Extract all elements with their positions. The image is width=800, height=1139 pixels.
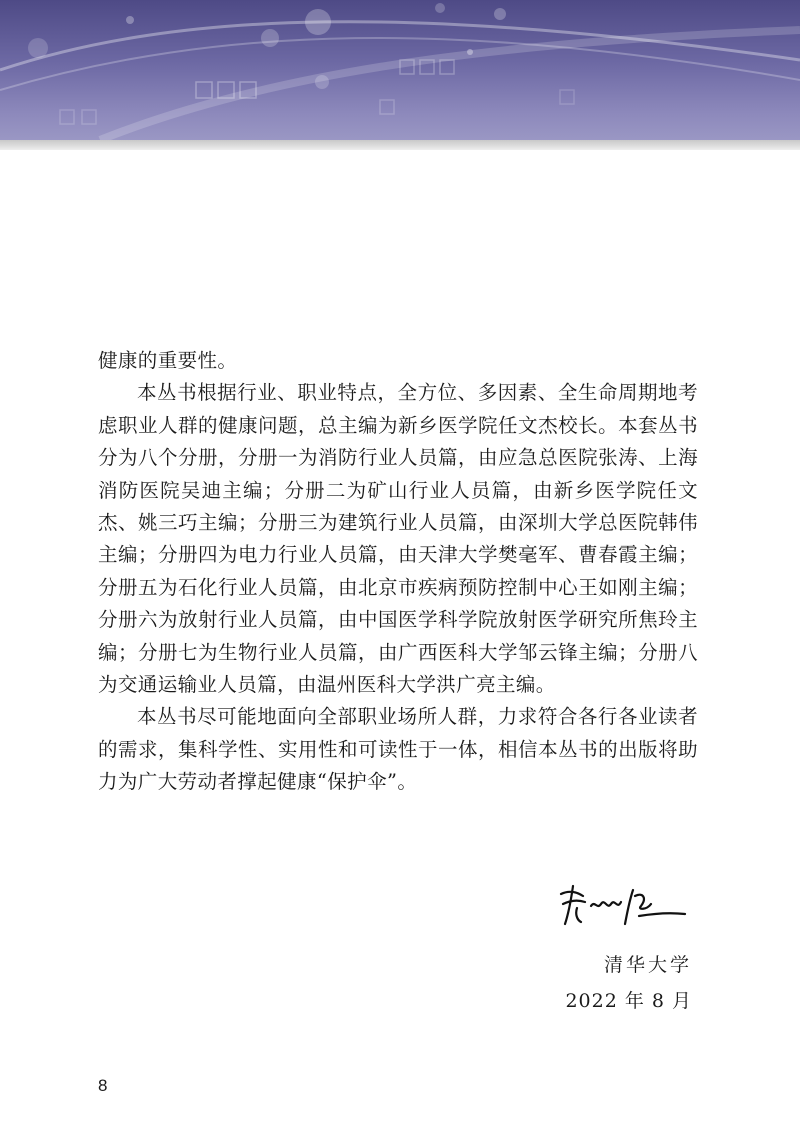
header-divider <box>0 140 800 150</box>
paragraph-3: 本丛书尽可能地面向全部职业场所人群，力求符合各行各业读者的需求，集科学性、实用性和可读性于一体，相信本丛书的出版将助力为广大劳动者撑起健康“保护伞”。 <box>98 705 698 794</box>
header-banner <box>0 0 800 140</box>
header-decoration <box>0 0 800 140</box>
signature-date: 2022 年 8 月 <box>565 990 692 1012</box>
page-number: 8 <box>98 1076 108 1095</box>
paragraph-1: 健康的重要性。 <box>98 349 238 372</box>
handwritten-signature <box>555 880 695 930</box>
signature-organization: 清华大学 <box>603 954 692 976</box>
paragraph-2: 本丛书根据行业、职业特点，全方位、多因素、全生命周期地考虑职业人群的健康问题，总主编为新乡医学院任文杰校长。本套丛书分为八个分册，分册一为消防行业人员篇，由应急总医院张涛、上海消防医院吴迪主编；分册二为矿山行业人员篇，由新乡医学院任文杰、姚三巧主编；分册三为建筑行业人员篇，由深圳大学总医院韩伟主编；分册四为电力行业人员篇，由天津大学樊毫军、曹春霞主编；分册五为石化行业人员篇，由北京市疾病预防控制中心王如刚主编；分册六为放射行业人员篇，由中国医学科学院放射医学研究所焦玲主编；分册七为生物行业人员篇，由广西医科大学邹云锋主编；分册八为交通运输业人员篇，由温州医科大学洪广亮主编。 <box>98 381 698 697</box>
preface-body <box>98 345 698 799</box>
